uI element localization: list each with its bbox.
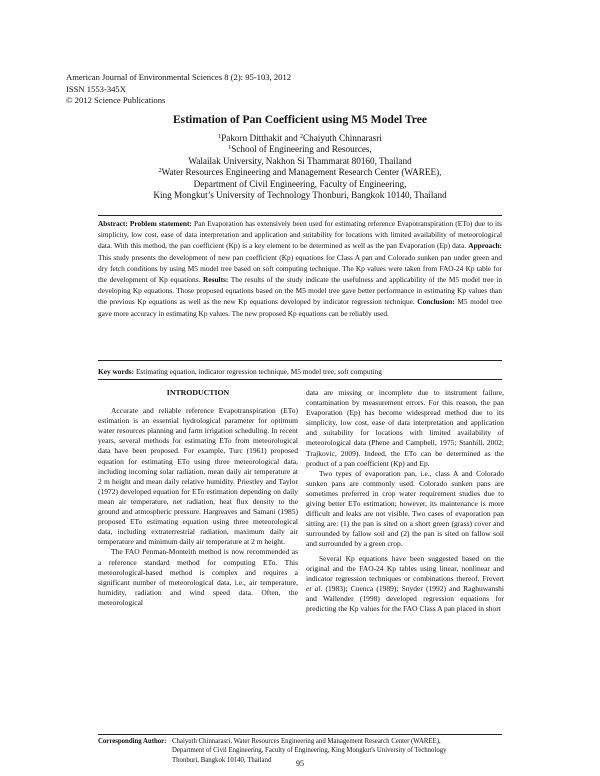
author-line	[0, 133, 600, 144]
author-block	[0, 133, 600, 201]
paper-title: Estimation of Pan Coefficient using M5 Model Tree	[172, 113, 428, 126]
corresponding-line3: Thonburi, Bangkok 10140, Thailand	[172, 756, 272, 764]
author2-name: Chaiyuth Chinnarasri	[303, 133, 382, 143]
intro-p5-start: Several Kp equations have been suggested based on the original and the FAO-24 Kp tables using linear, nonlinear and indicator regression techniques or combinations thereof. Frevert	[306, 553, 504, 583]
keywords-label: Key words:	[98, 367, 135, 376]
affiliation2-line1	[0, 167, 600, 178]
intro-paragraph-1: Accurate and reliable reference Evapotranspiration (ETo) estimation is an essential hydrological parameter for optimum water resources planning and farm irrigation scheduling. In recent years, several methods for estimating ETo from meteorological data have been proposed. For example, Turc (1961) proposed equation for estimating ETo using three meteorological data, including incoming solar radiation, mean daily air temperature at 2 m height and mean daily relative humidity. Priestley and Taylor (1972) developed equation for ETo estimation depending on daily mean air temperature, net radiation, heat flux density to the ground and atmospheric pressure. Hargreaves and Samani (1985) proposed ETo estimating equation using three meteorological data, including extraterrestrial radiation, maximum daily air temperature and minimum daily air temperature at 2 m height.	[98, 406, 298, 547]
affiliation1-text: School of Engineering and Resources,	[231, 144, 372, 155]
abstract-conclusion-text: M5 model tree gave more accuracy in estimating Kp values. The new proposed Kp equations can be reliably used.	[98, 297, 503, 318]
intro-paragraph-5	[306, 554, 504, 615]
corresponding-label: Corresponding Author:	[98, 738, 167, 745]
corresponding-line2: Department of Civil Engineering, Faculty of Engineering, King Mongkut's University of Technology	[172, 747, 447, 755]
affiliation1-line2: Walailak University, Nakhon Si Thammarat 80160, Thailand	[188, 155, 412, 166]
footer-rule	[98, 734, 502, 735]
keywords-rule	[98, 379, 502, 380]
abstract-results-label: Results:	[203, 275, 229, 285]
intro-paragraph-4: Two types of evaporation pan, i.e., class A and Colorado sunken pans are commonly used. Colorado sunken pans are sometimes preferred in crop water requirement studies due to giving better ETo estimation; however, its maintenance is more difficult and leaks are not visible. Two cases of evaporation pan sitting are: (1) the pan is sited on a short green (grass) cover and surrounded by fallow soil and (2) the pan is sited on fallow soil and surrounded by a green crop.	[306, 468, 504, 549]
affiliation2-line2: Department of Civil Engineering, Faculty of Engineering,	[193, 178, 407, 189]
page-number: 95	[296, 759, 304, 768]
author2-superscript: 2	[300, 134, 303, 140]
intro-paragraph-2: The FAO Penman-Monteith method is now recommended as a reference standard method for computing ETo. This meteorological-based method is complex and requires a significant number of meteorological data, i.e., air temperature, humidity, radiation and wind speed data. Often, the meteorological	[98, 547, 298, 607]
left-column	[98, 388, 298, 608]
abstract-conclusion-label: Conclusion:	[417, 297, 455, 307]
author1-superscript: 1	[218, 134, 222, 140]
affiliation1-superscript: 1	[228, 145, 232, 152]
introduction-heading: INTRODUCTION	[166, 388, 230, 397]
right-column	[306, 388, 504, 614]
affiliation2-line3: King Mongkut’s University of Technology Thonburi, Bangkok 10140, Thailand	[153, 190, 447, 201]
journal-issn: ISSN 1553-345X	[66, 83, 126, 94]
affiliation2-superscript: 2	[158, 168, 162, 175]
abstract-results-text: The results of the study indicate the usefulness and applicability of the M5 model tree in developing Kp equations. Those proposed equations based on the M5 model tree gave better performance in estimating Kp values than the previous Kp equations as well as the new Kp equations developed by indicator regression technique.	[98, 275, 503, 307]
journal-info	[66, 72, 291, 107]
keywords-text: Estimating equation, indicator regression technique, M5 model tree, soft computing	[134, 367, 382, 376]
journal-citation: American Journal of Environmental Sciences 8 (2): 95-103, 2012	[66, 72, 292, 82]
corresponding-line1: Chaiyuth Chinnarasri, Water Resources Engineering and Management Research Center (WAREE),	[172, 738, 441, 745]
affiliation1-line1	[0, 144, 600, 155]
intro-p5-rest: . (1983); Cuenca (1989); Snyder (1992) and Raghuwanshi and Wallender (1998) developed regression equations for predicting the Kp values for the FAO Class A pan placed in short	[306, 583, 504, 613]
keywords	[98, 367, 502, 376]
abstract	[98, 218, 502, 319]
abstract-bottom-rule	[98, 360, 502, 361]
intro-p5-etal: et al	[306, 583, 321, 593]
intro-paragraph-3: data are missing or incomplete due to instrument failure, contamination by measurement errors. For this reason, the pan Evaporation (Ep) has become widespread method due to its simplicity, low cost, ease of data interpretation and application and suitability for locations with limited availability of meteorological data (Phene and Campbell, 1975; Stanhill, 2002; Trajkovic, 2009). Indeed, the ETo can be determined as the product of a pan coefficient (Kp) and Ep.	[306, 388, 504, 468]
abstract-top-rule	[98, 215, 502, 216]
abstract-approach-label: Approach:	[468, 241, 502, 251]
author1-name: Pakorn Ditthakit and	[221, 133, 300, 143]
abstract-approach-text: This study presents the development of new pan coefficient (Kp) equations for Class A pan and Colorado sunken pan under green and dry fetch conditions by using M5 model tree based on soft computing technique. The Kp values were taken from FAO-24 Kp table for the development of Kp equations.	[98, 252, 502, 285]
journal-copyright: © 2012 Science Publications	[66, 95, 166, 105]
abstract-paragraph	[98, 218, 502, 319]
abstract-problem-label: Abstract: Problem statement:	[98, 219, 192, 228]
abstract-problem-text: Pan Evaporation has extensively been used for estimating reference Evapotranspiration (ETo) due to its simplicity, low cost, ease of data interpretation and application and suitability for locations with limited availability of meteorological data. With this method, the pan coefficient (Kp) is a key element to be determined as well as the pan Evaporation (Ep) data.	[98, 219, 502, 251]
affiliation2-text: Water Resources Engineering and Management Research Center (WAREE),	[161, 167, 442, 178]
